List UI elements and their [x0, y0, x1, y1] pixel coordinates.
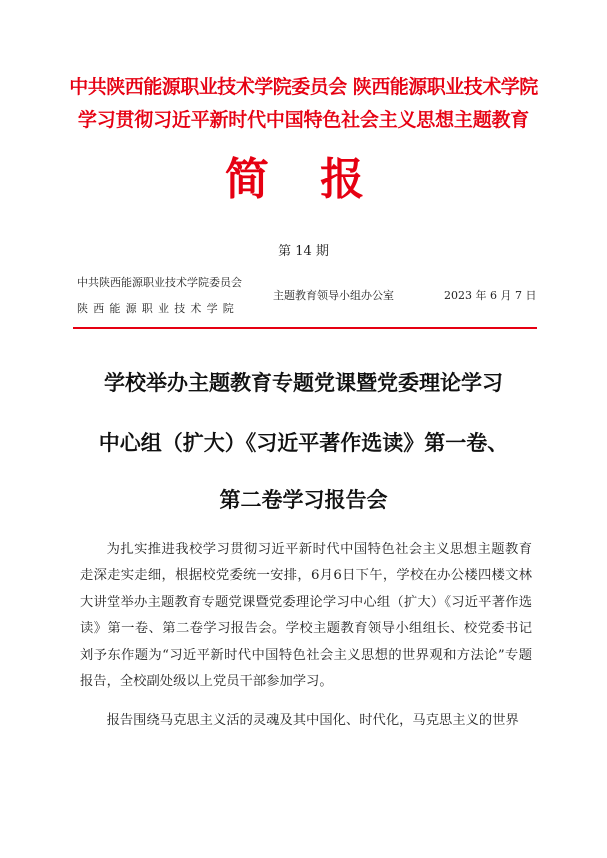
- issuer-college: 陕西能源职业技术学院: [77, 302, 239, 315]
- header-theme-line: 学习贯彻习近平新时代中国特色社会主义思想主题教育: [77, 109, 530, 131]
- issue-date: 2023 年 6 月 7 日: [444, 289, 537, 302]
- bulletin-title: 简 报: [224, 154, 383, 205]
- header-organization-line: 中共陕西能源职业技术学院委员会 陕西能源职业技术学院: [69, 76, 538, 98]
- issuing-office: 主题教育领导小组办公室: [273, 289, 394, 302]
- article-title-line-3: 第二卷学习报告会: [219, 488, 388, 512]
- issue-number: 第 14 期: [278, 244, 329, 259]
- article-title-line-2: 中心组（扩大）《习近平著作选读》第一卷、: [98, 431, 509, 455]
- red-divider: [73, 327, 537, 329]
- article-paragraph-1: 为扎实推进我校学习贯彻习近平新时代中国特色社会主义思想主题教育走深走实走细，根据校党委统一安排，6月6日下午，学校在办公楼四楼文林大讲堂举办主题教育专题党课暨党委理论学习中心组（扩大）《习近平著作选读》第一卷、第二卷学习报告会。学校主题教育领导小组组长、校党委书记刘予东作题为“习近平新时代中国特色社会主义思想的世界观和方法论”专题报告，全校副处级以上党员干部参加学习。: [80, 542, 532, 690]
- issuer-party-committee: 中共陕西能源职业技术学院委员会: [77, 276, 242, 289]
- article-paragraph-2: 报告围绕马克思主义活的灵魂及其中国化、时代化，马克思主义的世界: [106, 713, 519, 728]
- article-title-line-1: 学校举办主题教育专题党课暨党委理论学习: [104, 371, 503, 395]
